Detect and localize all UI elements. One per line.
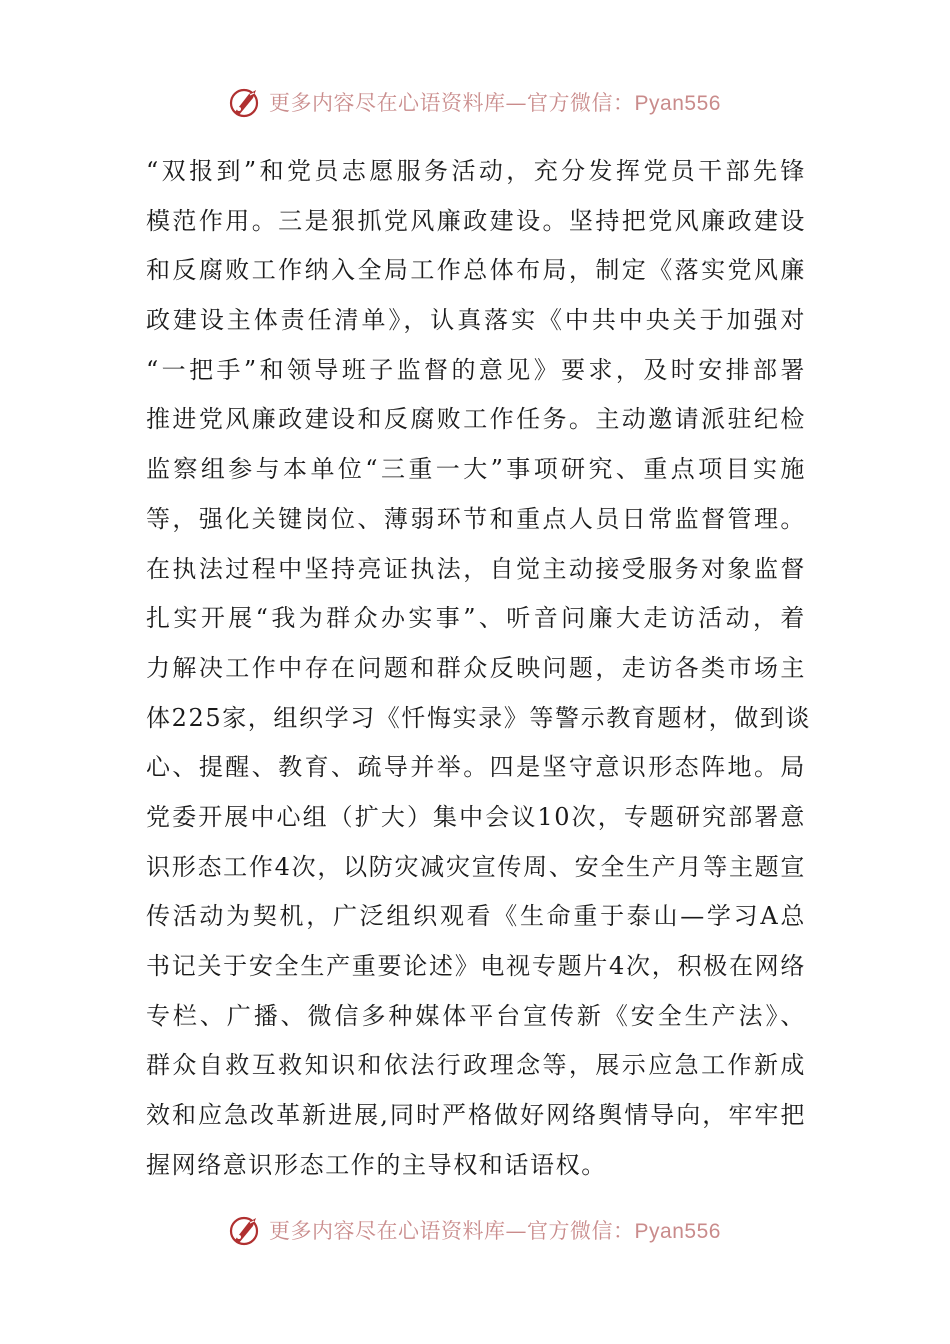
text-line: 扎实开展“我为群众办实事”、听音问廉大走访活动，着	[146, 604, 806, 633]
text-line: 在执法过程中坚持亮证执法，自觉主动接受服务对象监督	[146, 554, 806, 583]
text-line: 专栏、广播、微信多种媒体平台宣传新《安全生产法》、	[146, 1001, 806, 1030]
text-line: “一把手”和领导班子监督的意见》要求，及时安排部署	[146, 355, 806, 384]
watermark-label: 更多内容尽在心语资料库—官方微信：	[269, 1219, 635, 1243]
watermark-label: 更多内容尽在心语资料库—官方微信：	[269, 91, 635, 115]
text-line: 握网络意识形态工作的主导权和话语权。	[146, 1150, 607, 1179]
pen-nib-logo-icon	[229, 85, 263, 119]
watermark-text	[269, 87, 721, 117]
text-line: 和反腐败工作纳入全局工作总体布局，制定《落实党风廉	[146, 256, 806, 285]
text-line: 心、提醒、教育、疏导并举。四是坚守意识形态阵地。局	[146, 753, 806, 782]
text-line: 效和应急改革新进展,同时严格做好网络舆情导向，牢牢把	[146, 1101, 806, 1130]
text-line: 监察组参与本单位“三重一大”事项研究、重点项目实施	[146, 455, 806, 484]
text-line: 群众自救互救知识和依法行政理念等，展示应急工作新成	[146, 1051, 806, 1080]
text-line: 模范作用。三是狠抓党风廉政建设。坚持把党风廉政建设	[146, 206, 806, 235]
text-line: 力解决工作中存在问题和群众反映问题，走访各类市场主	[146, 653, 806, 682]
watermark-wechat-id: Pyan556	[634, 92, 721, 115]
text-line: 政建设主体责任清单》，认真落实《中共中央关于加强对	[146, 306, 806, 335]
text-line: 体225家，组织学习《忏悔实录》等警示教育题材，做到谈	[146, 703, 812, 732]
watermark-text	[269, 1215, 721, 1245]
text-line: 等，强化关键岗位、薄弱环节和重点人员日常监督管理。	[146, 504, 806, 533]
document-body	[146, 147, 812, 1190]
text-line: 传活动为契机，广泛组织观看《生命重于泰山—学习A总	[146, 902, 806, 931]
text-line: 党委开展中心组（扩大）集中会议10次，专题研究部署意	[146, 802, 806, 831]
text-line: 识形态工作4次，以防灾减灾宣传周、安全生产月等主题宣	[146, 852, 806, 881]
text-line: 推进党风廉政建设和反腐败工作任务。主动邀请派驻纪检	[146, 405, 806, 434]
watermark-wechat-id: Pyan556	[634, 1220, 721, 1243]
pen-nib-logo-icon	[229, 1213, 263, 1247]
footer-watermark	[0, 1210, 950, 1250]
header-watermark	[0, 82, 950, 122]
text-line: 书记关于安全生产重要论述》电视专题片4次，积极在网络	[146, 952, 806, 980]
text-line: “双报到”和党员志愿服务活动，充分发挥党员干部先锋	[146, 157, 806, 185]
